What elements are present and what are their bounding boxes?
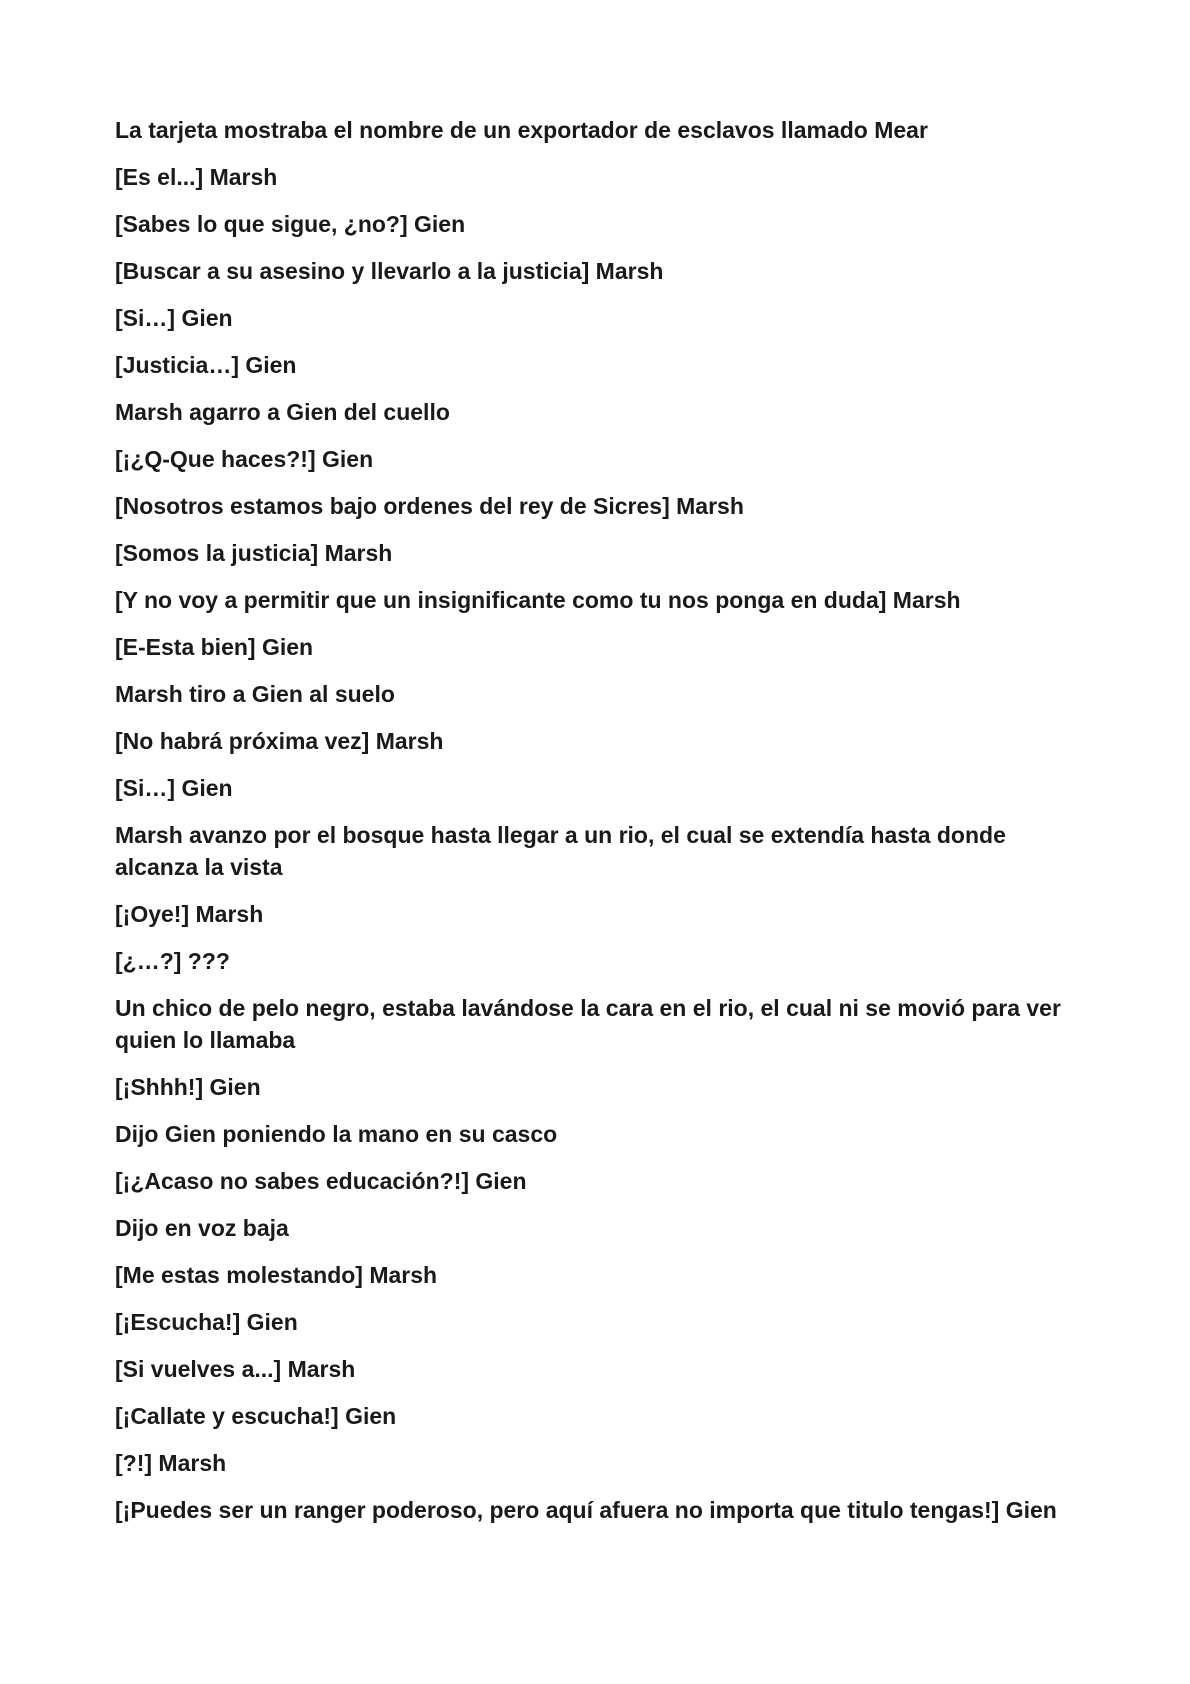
paragraph: [¡Shhh!] Gien (115, 1074, 261, 1100)
paragraph: [¡Escucha!] Gien (115, 1309, 298, 1335)
paragraph: [Me estas molestando] Marsh (115, 1262, 438, 1288)
paragraph: Un chico de pelo negro, estaba lavándose la cara en el rio, el cual ni se movió para ver quien lo llamaba (115, 995, 1061, 1053)
paragraph: [¡¿Q-Que haces?!] Gien (115, 446, 374, 472)
paragraph: [Justicia…] Gien (115, 352, 297, 378)
paragraph: Dijo en voz baja (115, 1215, 289, 1241)
story-text (115, 114, 1075, 1541)
paragraph: [¡Puedes ser un ranger poderoso, pero aquí afuera no importa que titulo tengas!] Gien (115, 1497, 1057, 1523)
paragraph: Marsh tiro a Gien al suelo (115, 681, 395, 707)
paragraph: [Sabes lo que sigue, ¿no?] Gien (115, 211, 466, 237)
paragraph: [?!] Marsh (115, 1450, 227, 1476)
paragraph: [Si…] Gien (115, 305, 233, 331)
paragraph: [¡¿Acaso no sabes educación?!] Gien (115, 1168, 527, 1194)
paragraph: [Somos la justicia] Marsh (115, 540, 393, 566)
paragraph: [¿…?] ??? (115, 948, 230, 974)
paragraph: [Si…] Gien (115, 775, 233, 801)
paragraph: [Es el...] Marsh (115, 164, 278, 190)
paragraph: [No habrá próxima vez] Marsh (115, 728, 444, 754)
paragraph: [E-Esta bien] Gien (115, 634, 314, 660)
paragraph: [Buscar a su asesino y llevarlo a la justicia] Marsh (115, 258, 664, 284)
paragraph: Dijo Gien poniendo la mano en su casco (115, 1121, 558, 1147)
paragraph: La tarjeta mostraba el nombre de un exportador de esclavos llamado Mear (115, 117, 928, 143)
paragraph: [Y no voy a permitir que un insignificante como tu nos ponga en duda] Marsh (115, 587, 961, 613)
paragraph: [¡Callate y escucha!] Gien (115, 1403, 397, 1429)
paragraph: Marsh avanzo por el bosque hasta llegar a un rio, el cual se extendía hasta donde alcanza la vista (115, 822, 1006, 880)
paragraph: [Nosotros estamos bajo ordenes del rey de Sicres] Marsh (115, 493, 744, 519)
paragraph: [Si vuelves a...] Marsh (115, 1356, 356, 1382)
paragraph: [¡Oye!] Marsh (115, 901, 264, 927)
paragraph: Marsh agarro a Gien del cuello (115, 399, 450, 425)
